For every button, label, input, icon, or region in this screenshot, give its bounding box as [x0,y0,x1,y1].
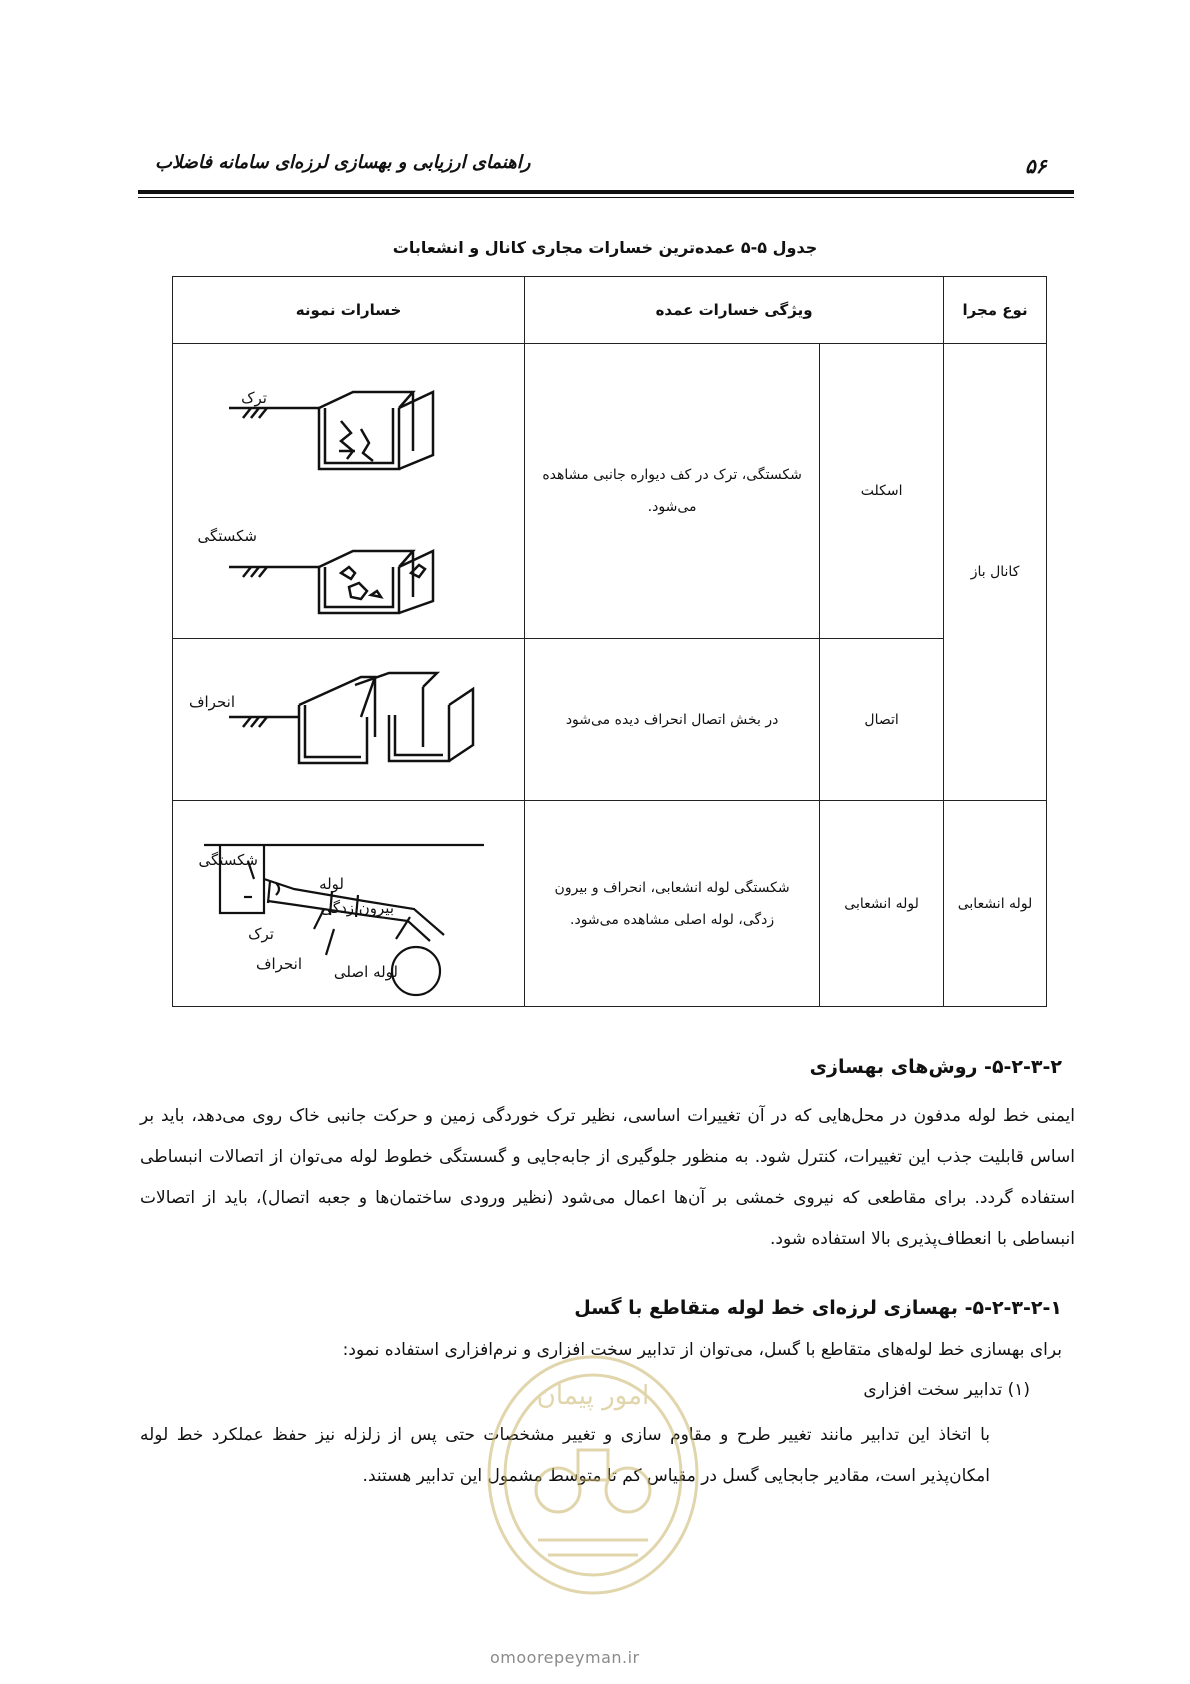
skeleton-sub-cell: اسکلت [820,344,944,639]
header-feature: ویژگی خسارات عمده [525,277,944,344]
section-heading-retrofit-methods: ۵-۲-۳-۲- روش‌های بهسازی [809,1056,1062,1078]
branch-sketch-cell [173,801,525,1007]
sketch-label-break: شکستگی [198,850,258,869]
watermark-url: omoorepeyman.ir [490,1648,640,1667]
sketch-label-protrusion: بیرون زدگی [319,898,394,917]
section-heading-fault-crossing: ۵-۲-۳-۲-۱- بهسازی لرزه‌ای خط لوله متقاطع با گسل [574,1297,1062,1319]
header-rule-thin [138,197,1074,198]
page-number: ۵۶ [1025,154,1047,178]
table-row [173,344,1047,639]
sketch-label-deviation: انحراف [255,954,302,973]
running-header-title: راهنمای ارزیابی و بهسازی لرزه‌ای سامانه فاضلاب [155,152,531,173]
canal-joint-deviation-sketch [189,645,509,795]
skeleton-desc-cell: شکستگی، ترک در کف دیواره جانبی مشاهده می‌شود. [525,344,820,639]
joint-sub-cell: اتصال [820,639,944,801]
joint-desc-cell: در بخش اتصال انحراف دیده می‌شود [525,639,820,801]
table-header-row [173,277,1047,344]
branch-desc-cell: شکستگی لوله انشعابی، انحراف و بیرون زدگی، لوله اصلی مشاهده می‌شود. [525,801,820,1007]
svg-text:امور پیمان: امور پیمان [536,1381,650,1411]
table-caption: جدول ۵-۵ عمده‌ترین خسارات مجاری کانال و انشعابات [392,238,818,257]
skeleton-sketch-cell [173,344,525,639]
sketch-label-pipe: لوله [318,874,344,893]
canal-crack-break-sketch [189,351,509,631]
sketch-label-deviation: انحراف [188,692,235,711]
header-type: نوع مجرا [944,277,1047,344]
branch-pipe-sketch [184,809,514,999]
sketch-label-crack: ترک [240,389,267,407]
header-sample: خسارات نمونه [173,277,525,344]
hardware-measures-item: (۱) تدابیر سخت افزاری [863,1380,1030,1400]
fault-crossing-intro: برای بهسازی خط لوله‌های متقاطع با گسل، می‌توان از تدابیر سخت افزاری و نرم‌افزاری استفاده نمود: [342,1340,1062,1360]
section-paragraph-retrofit-methods: ایمنی خط لوله مدفون در محل‌هایی که در آن تغییرات اساسی، نظیر ترک خوردگی زمین و حرکت جانبی خاک روی می‌دهد، باید بر اساس قابلیت جذب این تغییرات، کنترل شود. به منظور جلوگیری از جابه‌جایی و گسستگی خطوط لوله می‌توان از اتصالات انبساطی استفاده گردد. برای مقاطعی که نیروی خمشی بر آن‌ها اعمال می‌شود (نظیر ورودی ساختمان‌ها و جعبه اتصال)، باید از اتصالات انبساطی با انعطاف‌پذیری بالا استفاده شود. [140,1106,1075,1249]
sketch-label-main-pipe: لوله اصلی [333,962,398,981]
damage-table [172,276,1047,1007]
branch-sub-cell: لوله انشعابی [820,801,944,1007]
sketch-label-break: شکستگی [197,527,257,545]
table-row [173,639,1047,801]
joint-sketch-cell [173,639,525,801]
header-rule-thick [138,190,1074,194]
hardware-measures-paragraph: با اتخاذ این تدابیر مانند تغییر طرح و مقاوم سازی و تغییر مشخصات حتی پس از زلزله نیز حفظ عملکرد خط لوله امکان‌پذیر است، مقادیر جابجایی گسل در مقیاس کم تا متوسط مشمول این تدابیر هستند. [140,1425,990,1486]
sketch-label-crack: ترک [247,924,274,943]
publisher-stamp-logo [468,1340,718,1610]
canal-type-cell: کانال باز [944,344,1047,801]
table-row [173,801,1047,1007]
branch-type-cell: لوله انشعابی [944,801,1047,1007]
